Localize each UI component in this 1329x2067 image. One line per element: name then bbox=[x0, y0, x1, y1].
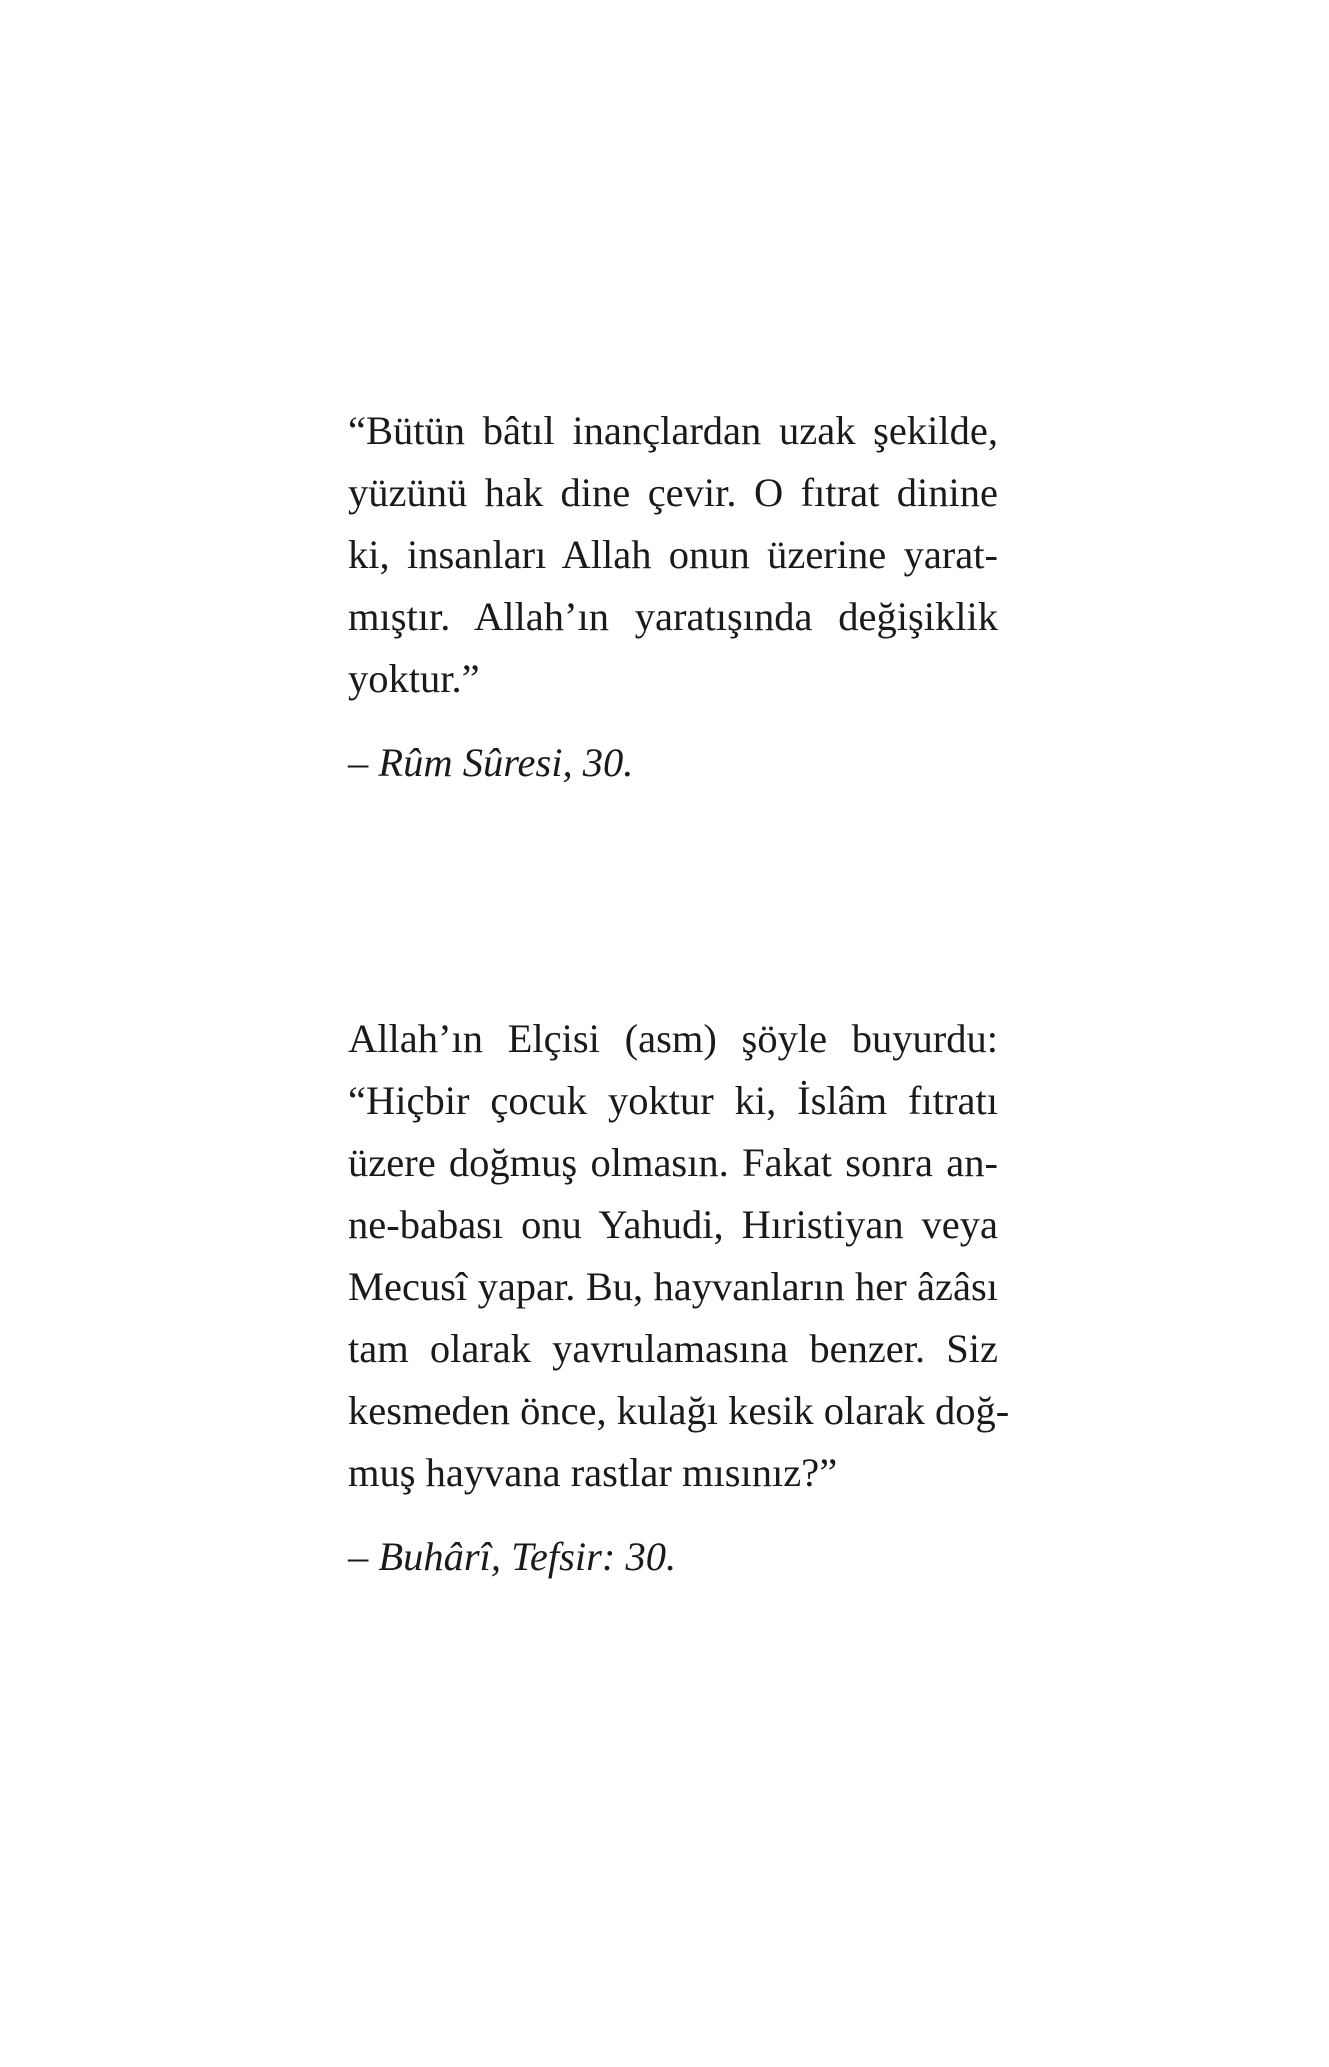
verse-line: mıştır. Allah’ın yaratışında değişiklik bbox=[348, 594, 998, 639]
hadith-passage bbox=[348, 1008, 1010, 1588]
hadith-line: kesmeden önce, kulağı kesik olarak doğ- bbox=[348, 1388, 1010, 1433]
hadith-line: tam olarak yavrulamasına benzer. Siz bbox=[348, 1326, 998, 1371]
verse-source-citation: – Rûm Sûresi, 30. bbox=[348, 740, 634, 785]
verse-line: ki, insanları Allah onun üzerine yarat- bbox=[348, 532, 998, 577]
hadith-line: ne-babası onu Yahudi, Hıristiyan veya bbox=[348, 1202, 998, 1247]
hadith-line: Mecusî yapar. Bu, hayvanların her âzâsı bbox=[348, 1264, 998, 1309]
hadith-source-citation: – Buhârî, Tefsir: 30. bbox=[348, 1534, 677, 1579]
verse-line: yoktur.” bbox=[348, 656, 480, 701]
verse-line: “Bütün bâtıl inançlardan uzak şekilde, bbox=[348, 408, 998, 453]
verse-line: yüzünü hak dine çevir. O fıtrat dinine bbox=[348, 470, 998, 515]
hadith-line: “Hiçbir çocuk yoktur ki, İslâm fıtratı bbox=[348, 1078, 998, 1123]
quran-verse-passage bbox=[348, 400, 998, 794]
hadith-line: Allah’ın Elçisi (asm) şöyle buyurdu: bbox=[348, 1016, 998, 1061]
hadith-line: üzere doğmuş olmasın. Fakat sonra an- bbox=[348, 1140, 998, 1185]
hadith-line: muş hayvana rastlar mısınız?” bbox=[348, 1450, 838, 1495]
